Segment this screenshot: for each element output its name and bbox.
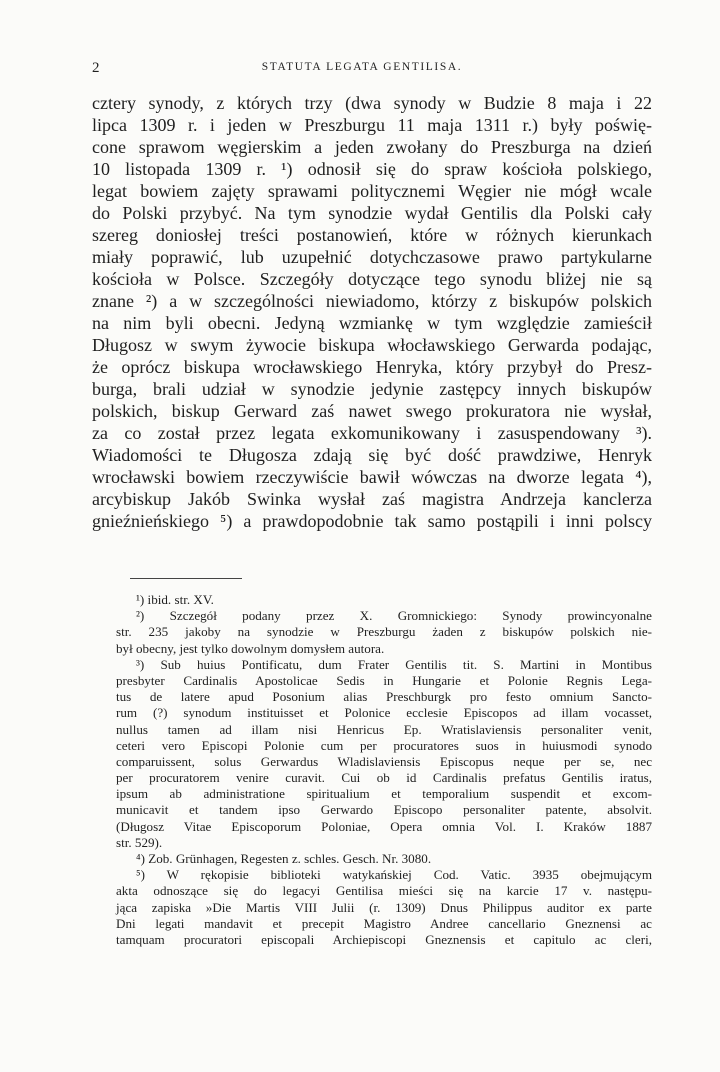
footnote-line: presbyter Cardinalis Apostolicae Sedis in Hungarie et Polonie Regnis Lega- [116, 672, 652, 688]
body-line: gnieźnieńskiego ⁵) a prawdopodobnie tak samo postąpili i inni polscy [92, 511, 652, 531]
footnote-line: ceteri vero Episcopi Polonie cum per procuratores suos in huiusmodi synodo [116, 737, 652, 753]
footnote-line: ²) Szczegół podany przez X. Gromnickiego: Synody prowincyonalne [136, 608, 652, 624]
body-line: że oprócz biskupa wrocławskiego Henryka, który przybył do Presz- [92, 357, 652, 377]
footnote-line: nullus tamen ad illam nisi Henricus Ep. Wratislaviensis personaliter venit, [116, 721, 652, 737]
body-line: Długosz w swym żywocie biskupa włocławskiego Gerwarda podając, [92, 335, 652, 355]
footnote-line: per procuratorem venire curavit. Cui ob id Cardinalis prefatus Gentilis iratus, [116, 770, 652, 786]
body-line: na nim byli obecni. Jedyną wzmiankę w tym względzie zamieścił [92, 313, 652, 333]
body-line: lipca 1309 r. i jeden w Preszburgu 11 maja 1311 r.) były poświę- [92, 115, 652, 135]
page-header [92, 60, 632, 82]
body-line: cone sprawom węgierskim a jeden zwołany do Preszburga na dzień [92, 137, 652, 157]
footnote-line: str. 235 jakoby na synodzie w Preszburgu żaden z biskupów polskich nie- [116, 624, 652, 640]
body-line: polskich, biskup Gerward zaś nawet swego prokuratora nie wysłał, [92, 401, 652, 421]
body-line: znane ²) a w szczególności niewiadomo, którzy z biskupów polskich [92, 291, 652, 311]
body-line: cztery synody, z których trzy (dwa synody w Budzie 8 maja i 22 [92, 93, 652, 113]
footnote-line: municavit et tandem ipso Gerwardo Episcopo personaliter patente, absolvit. [116, 802, 652, 818]
body-line: szereg doniosłej treści postanowień, które w różnych kierunkach [92, 225, 652, 245]
body-line: arcybiskup Jakób Swinka wysłał zaś magistra Andrzeja kanclerza [92, 489, 652, 509]
body-line: za co został przez legata exkomunikowany i zasuspendowany ³). [92, 423, 652, 443]
body-line: kościoła w Polsce. Szczegóły dotyczące tego synodu bliżej nie są [92, 269, 652, 289]
footnote-line: tus de latere apud Posonium alias Preschburgk pro festo omnium Sancto- [116, 689, 652, 705]
body-line: do Polski przybyć. Na tym synodzie wydał Gentilis dla Polski cały [92, 203, 652, 223]
footnote-line: ³) Sub huius Pontificatu, dum Frater Gentilis tit. S. Martini in Montibus [136, 656, 652, 672]
footnotes [116, 592, 652, 948]
footnote-line: ⁴) Zob. Grünhagen, Regesten z. schles. Gesch. Nr. 3080. [136, 851, 432, 866]
footnote-line: jąca zapiska »Die Martis VIII Julii (r. 1309) Dnus Philippus auditor ex parte [116, 899, 652, 915]
footnote-line: tamquam procuratori episcopali Archiepiscopi Gneznensis et capitulo ac cleri, [116, 931, 652, 947]
footnote-line: (Długosz Vitae Episcoporum Poloniae, Opera omnia Vol. I. Kraków 1887 [116, 818, 652, 834]
body-line: Wiadomości te Długosza zdają się być dość prawdziwe, Henryk [92, 445, 652, 465]
footnote-line: rum (?) synodum instituisset et Polonice ecclesie Episcopos ad illam vocasset, [116, 705, 652, 721]
footnote-line: ¹) ibid. str. XV. [136, 592, 214, 607]
footnote-line: ⁵) W rękopisie biblioteki watykańskiej Cod. Vatic. 3935 obejmującym [136, 867, 652, 883]
footnote-line: akta odnoszące się do legacyi Gentilisa mieści się na karcie 17 v. następu- [116, 883, 652, 899]
footnote-line: ipsum ab administratione spiritualium et temporalium suspendit et excom- [116, 786, 652, 802]
body-line: legat bowiem zajęty sprawami politycznemi Węgier nie mógł wcale [92, 181, 652, 201]
page-number: 2 [92, 60, 100, 76]
body-text [92, 92, 652, 532]
body-line: miały poprawić, lub uzupełnić dotychczasowe prawo partykularne [92, 247, 652, 267]
footnote-line: Dni legati mandavit et precepit Magistro Andree cancellario Gneznensi ac [116, 915, 652, 931]
footnote-line: był obecny, jest tylko dowolnym domysłem autora. [116, 640, 385, 656]
body-line: 10 listopada 1309 r. ¹) odnosił się do spraw kościoła polskiego, [92, 159, 652, 179]
body-line: burga, brali udział w synodzie jedynie zastępcy innych biskupów [92, 379, 652, 399]
body-line: wrocławski bowiem rzeczywiście bawił wówczas na dworze legata ⁴), [92, 467, 652, 487]
footnote-line: comparuissent, solus Gerwardus Wladislaviensis Episcopus neque per se, nec [116, 753, 652, 769]
footnote-divider [130, 578, 242, 579]
running-title: STATUTA LEGATA GENTILISA. [261, 61, 463, 73]
footnote-line: str. 529). [116, 834, 163, 850]
